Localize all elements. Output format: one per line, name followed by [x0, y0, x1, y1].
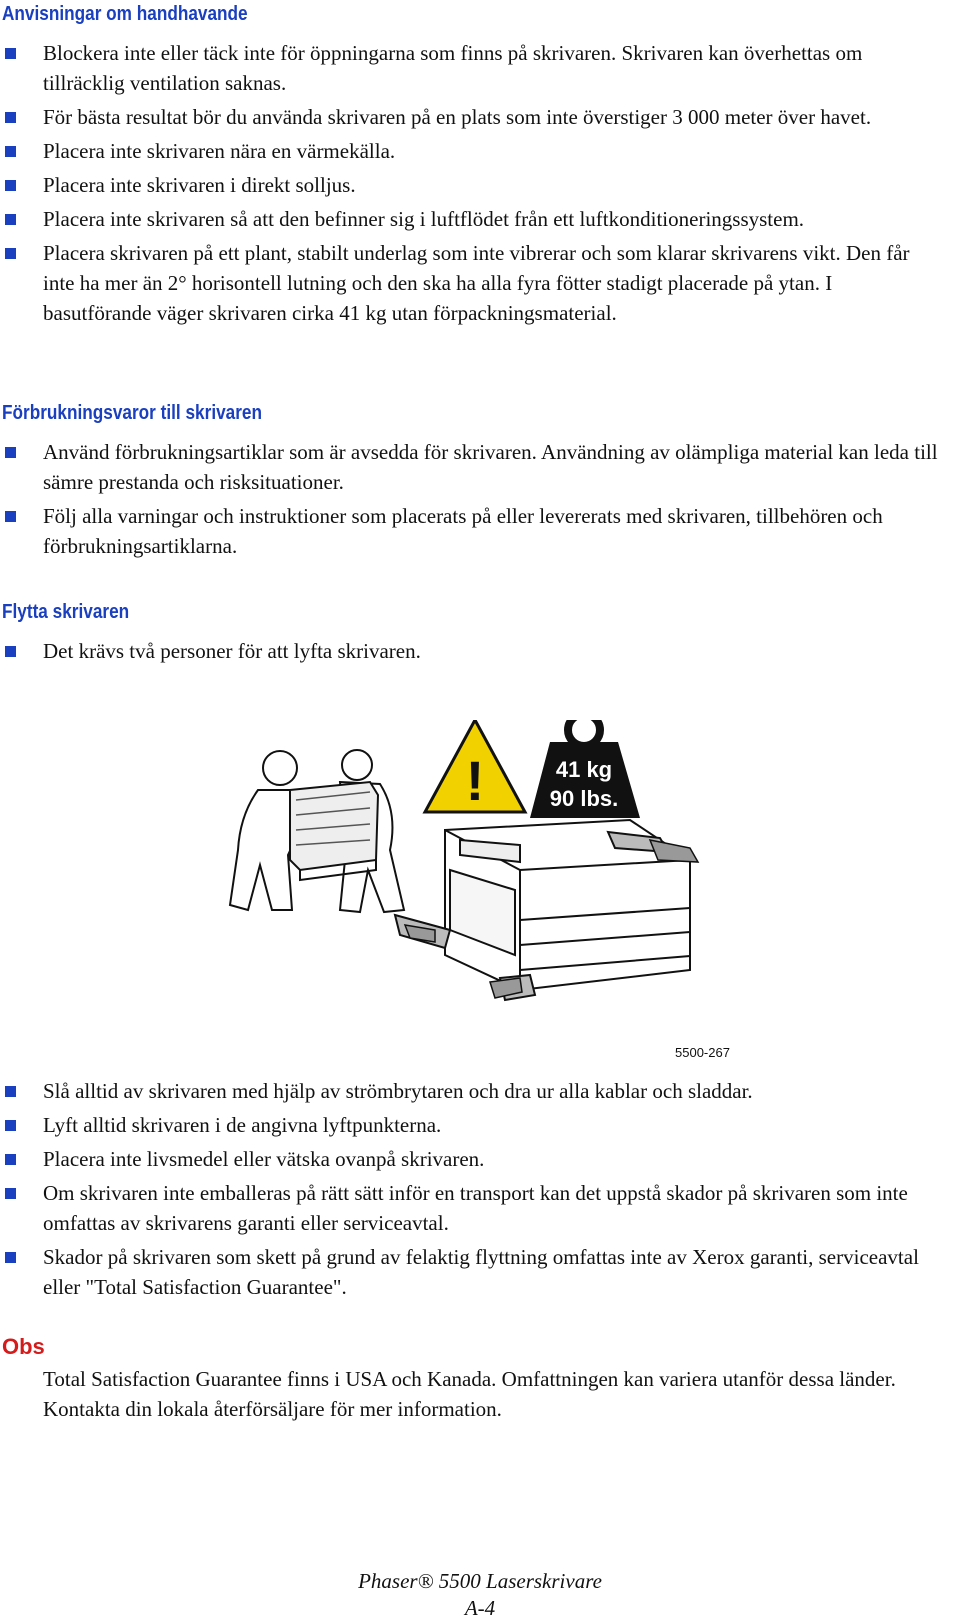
bullet-icon	[5, 447, 16, 458]
list-item: Placera inte skrivaren i direkt solljus.	[0, 170, 943, 200]
handling-list	[0, 38, 960, 332]
footer-page-number: A-4	[464, 1596, 496, 1620]
people-carrying-icon	[230, 750, 404, 912]
bullet-icon	[5, 1252, 16, 1263]
weight-kg-label: 41 kg	[555, 757, 613, 782]
bullet-icon	[5, 146, 16, 157]
bullet-icon	[5, 112, 16, 123]
list-item: Placera skrivaren på ett plant, stabilt underlag som inte vibrerar och som klarar skrivarens vikt. Den får inte ha mer än 2° horisontell lutning och den ska ha alla fyra fötter stadigt placerade på ytan. I basutförande väger skrivaren cirka 41 kg utan förpackningsmaterial.	[0, 238, 943, 328]
list-item: Placera inte livsmedel eller vätska ovanpå skrivaren.	[0, 1144, 943, 1174]
lifting-illustration	[220, 720, 740, 1060]
list-item: Blockera inte eller täck inte för öppningarna som finns på skrivaren. Skrivaren kan överhettas om tillräcklig ventilation saknas.	[0, 38, 943, 98]
list-item: För bästa resultat bör du använda skrivaren på en plats som inte överstiger 3 000 meter över havet.	[0, 102, 943, 132]
weight-lbs-label: 90 lbs.	[549, 786, 619, 811]
bullet-icon	[5, 214, 16, 225]
figure-id-label: 5500-267	[675, 1045, 730, 1060]
section-heading-moving: Flytta skrivaren	[2, 601, 130, 623]
weight-icon	[530, 720, 640, 818]
section-heading-supplies: Förbrukningsvaror till skrivaren	[2, 402, 263, 424]
moving-list	[0, 1076, 960, 1306]
list-item: Placera inte skrivaren så att den befinner sig i luftflödet från ett luftkonditioneringssystem.	[0, 204, 943, 234]
section-heading-handling: Anvisningar om handhavande	[2, 3, 248, 25]
bullet-icon	[5, 1086, 16, 1097]
list-item: Det krävs två personer för att lyfta skrivaren.	[0, 636, 943, 666]
footer-product: Phaser® 5500 Laserskrivare	[358, 1569, 602, 1593]
bullet-icon	[5, 511, 16, 522]
bullet-icon	[5, 1154, 16, 1165]
warning-triangle-icon	[425, 720, 525, 812]
list-item: Använd förbrukningsartiklar som är avsedda för skrivaren. Användning av olämpliga material kan leda till sämre prestanda och risksituationer.	[0, 437, 943, 497]
bullet-icon	[5, 1188, 16, 1199]
list-item: Skador på skrivaren som skett på grund av felaktig flyttning omfattas inte av Xerox garanti, serviceavtal eller "Total Satisfaction Guarantee".	[0, 1242, 943, 1302]
bullet-icon	[5, 48, 16, 59]
moving-intro-list	[0, 636, 960, 670]
list-item: Om skrivaren inte emballeras på rätt sätt inför en transport kan det uppstå skador på skrivaren som inte omfattas av skrivarens garanti eller serviceavtal.	[0, 1178, 943, 1238]
supplies-list	[0, 437, 960, 565]
list-item: Följ alla varningar och instruktioner som placerats på eller levererats med skrivaren, tillbehören och förbrukningsartiklarna.	[0, 501, 943, 561]
bullet-icon	[5, 180, 16, 191]
note-text: Total Satisfaction Guarantee finns i USA och Kanada. Omfattningen kan variera utanför dessa länder. Kontakta din lokala återförsäljare för mer information.	[43, 1367, 896, 1421]
bullet-icon	[5, 248, 16, 259]
list-item: Placera inte skrivaren nära en värmekälla.	[0, 136, 943, 166]
list-item: Slå alltid av skrivaren med hjälp av strömbrytaren och dra ur alla kablar och sladdar.	[0, 1076, 943, 1106]
bullet-icon	[5, 646, 16, 657]
note-heading: Obs	[2, 1334, 45, 1359]
bullet-icon	[5, 1120, 16, 1131]
list-item: Lyft alltid skrivaren i de angivna lyftpunkterna.	[0, 1110, 943, 1140]
printer-icon	[395, 820, 690, 1000]
printer-lifting-figure	[220, 720, 740, 1060]
warning-exclamation: !	[465, 749, 485, 812]
